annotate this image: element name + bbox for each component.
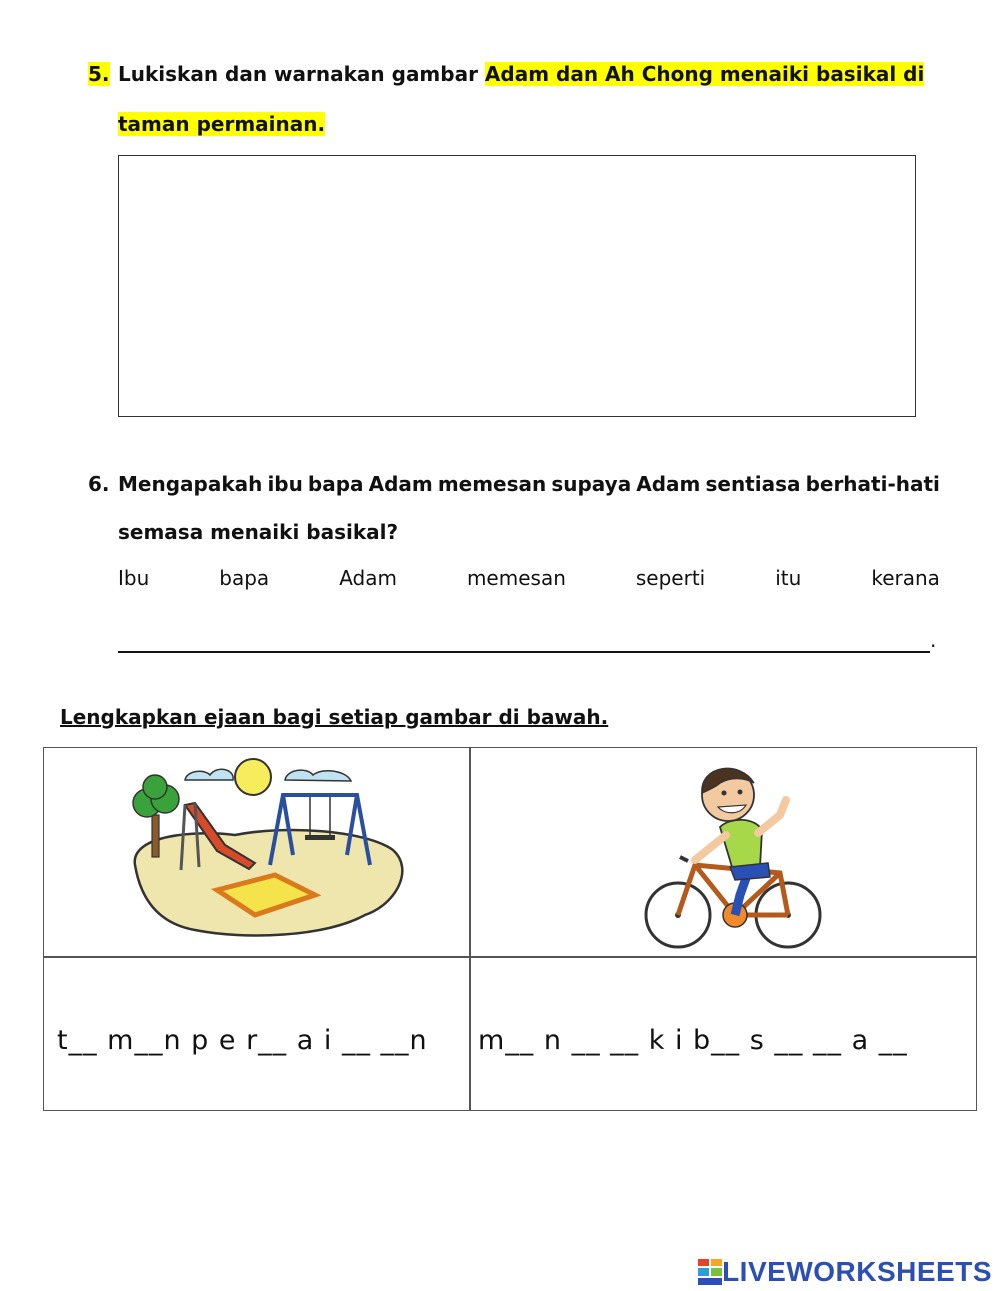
question-5-line-2 (118, 112, 325, 136)
spelling-cycling[interactable]: m__ n __ __ k i b__ s __ __ a __ (478, 1025, 908, 1056)
answer-lead-in (118, 566, 940, 590)
question-6-word: Adam (636, 472, 701, 496)
question-5-highlight-1: Adam dan Ah Chong menaiki basikal di (484, 62, 925, 86)
answer-word: memesan (466, 566, 566, 590)
question-6-word: sentiasa (705, 472, 801, 496)
playground-icon (125, 755, 415, 945)
question-6-word: Adam (368, 472, 433, 496)
question-6-word: ibu (267, 472, 303, 496)
question-6-word: berhati-hati (805, 472, 940, 496)
question-5-plain-text: Lukiskan dan warnakan gambar (118, 62, 478, 86)
answer-word: seperti (635, 566, 706, 590)
question-5-number: 5. (88, 62, 110, 86)
liveworksheets-logo-icon (698, 1259, 722, 1285)
answer-word: Ibu (118, 566, 150, 590)
question-6-word: supaya (551, 472, 632, 496)
answer-word: itu (775, 566, 802, 590)
spelling-playground[interactable]: t__ m__n p e r__ a i __ __n (57, 1025, 428, 1056)
liveworksheets-logo[interactable] (698, 1256, 992, 1288)
question-6-word: Mengapakah (118, 472, 263, 496)
table-divider-vertical (469, 747, 471, 1111)
section-title: Lengkapkan ejaan bagi setiap gambar di bawah. (60, 705, 609, 729)
question-6-word: memesan (437, 472, 547, 496)
answer-word: kerana (871, 566, 940, 590)
answer-line[interactable] (118, 651, 930, 653)
answer-period: . (930, 628, 937, 652)
question-5-highlight-2: taman permainan. (118, 112, 326, 136)
question-6-line-2: semasa menaiki basikal? (118, 520, 399, 544)
question-6-word: bapa (307, 472, 364, 496)
drawing-box[interactable] (118, 155, 916, 417)
answer-word: bapa (219, 566, 270, 590)
logo-text: LIVEWORKSHEETS (722, 1256, 992, 1287)
boy-cycling-icon (640, 755, 835, 955)
answer-word: Adam (339, 566, 397, 590)
question-5-line-1 (118, 62, 924, 86)
table-divider-horizontal (43, 956, 977, 958)
question-6-number: 6. (88, 472, 110, 496)
question-6-line-1 (118, 472, 940, 496)
